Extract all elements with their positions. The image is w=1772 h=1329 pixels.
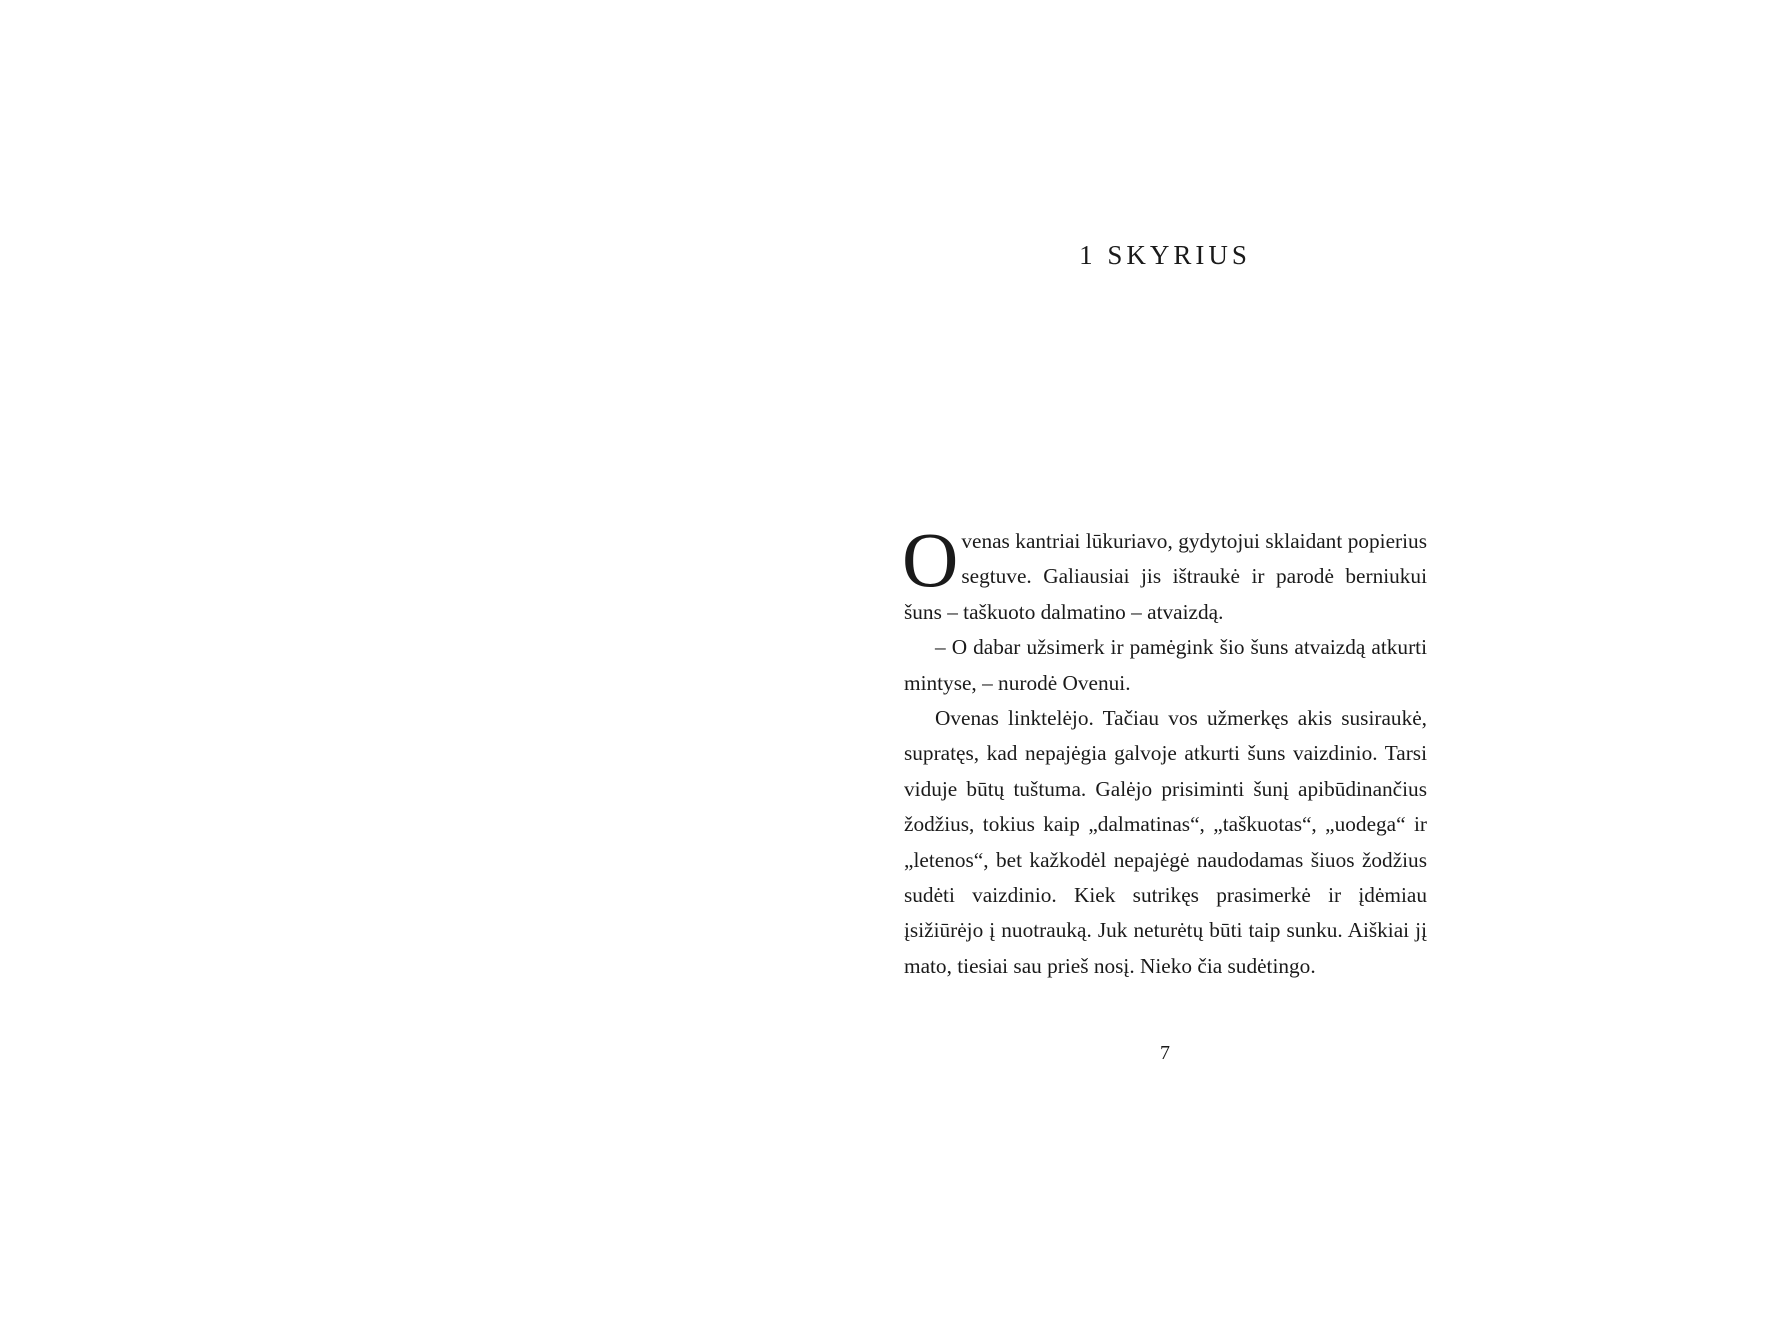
- right-page: [775, 0, 1550, 1163]
- first-paragraph-text: venas kantriai lūkuriavo, gydytojui sklaidant popierius segtuve. Galiausiai jis ištraukė ir parodė berniukui šuns – taškuoto dalmatino – atvaizdą.: [904, 529, 1427, 624]
- paragraph: – O dabar užsimerk ir pamėgink šio šuns atvaizdą atkurti mintyse, – nurodė Ovenui.: [904, 635, 1427, 695]
- first-paragraph: [902, 516, 1427, 630]
- page-number: 7: [1160, 1042, 1170, 1064]
- left-page: [0, 0, 775, 1163]
- drop-cap: O: [902, 516, 959, 603]
- chapter-title: 1 SKYRIUS: [1079, 240, 1251, 270]
- paragraph: Ovenas linktelėjo. Tačiau vos užmerkęs akis susiraukė, supratęs, kad nepajėgia galvoje atkurti šuns vaizdinio. Tarsi viduje būtų tuštuma. Galėjo prisiminti šunį apibūdinančius žodžius, tokius kaip „dalmatinas“, „taškuotas“, „uodega“ ir „letenos“, bet kažkodėl nepajėgė naudodamas šiuos žodžius sudėti vaizdinio. Kiek sutrikęs prasimerkė ir įdėmiau įsižiūrėjo į nuotrauką. Juk neturėtų būti taip sunku. Aiškiai jį mato, tiesiai sau prieš nosį. Nieko čia sudėtingo.: [904, 706, 1427, 978]
- chapter-body: [902, 516, 1427, 984]
